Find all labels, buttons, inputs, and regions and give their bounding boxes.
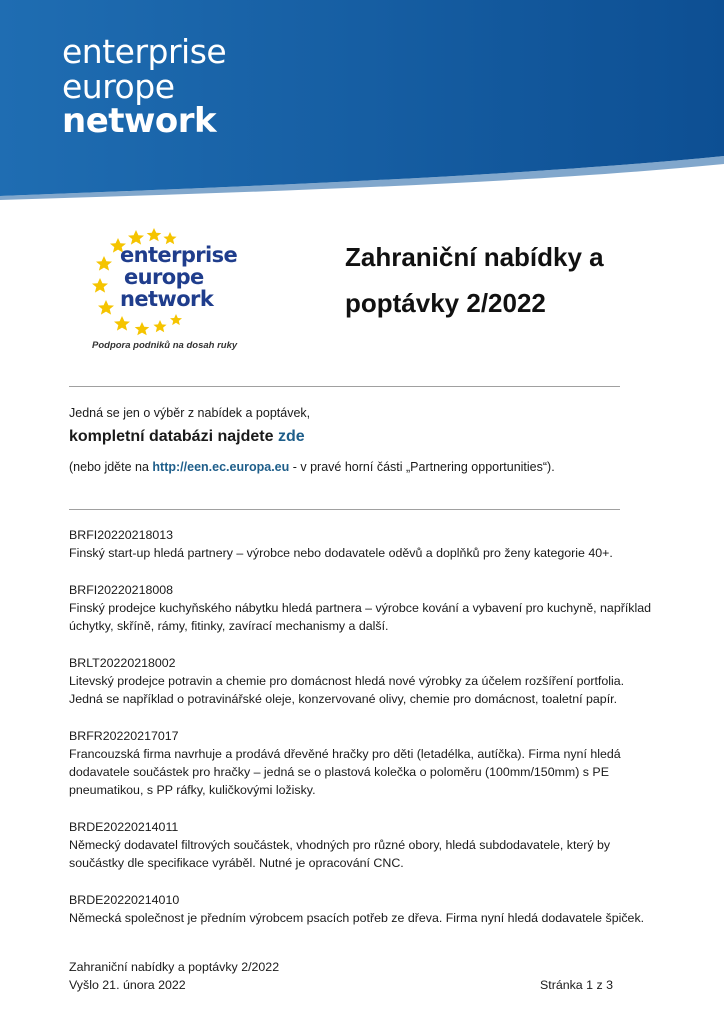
- intro-section: [69, 406, 669, 474]
- intro-line: Jedná se jen o výběr z nabídek a poptávek,: [69, 406, 311, 420]
- document-title-line1: Zahraniční nabídky a: [345, 242, 604, 272]
- een-logo-word3: network: [120, 287, 214, 311]
- intro-note-suffix: - v pravé horní části „Partnering opportunities“).: [292, 460, 555, 474]
- offer-code: BRDE20220214010: [69, 893, 180, 907]
- footer-title: Zahraniční nabídky a poptávky 2/2022: [69, 960, 280, 974]
- list-item: [69, 818, 659, 872]
- list-item: [69, 891, 659, 927]
- een-logo: [90, 222, 270, 354]
- een-logo-tagline: Podpora podniků na dosah ruky: [92, 340, 238, 351]
- divider-bottom: [69, 509, 620, 510]
- een-logo-word2: europe: [124, 265, 204, 289]
- banner-logo-line1: enterprise: [62, 32, 227, 71]
- intro-note: [69, 460, 669, 474]
- offer-text: Německý dodavatel filtrových součástek, vhodných pro různé obory, hledá subdodavatele, který by součástky dle specifikace vyráběl. Nutné je opracování CNC.: [69, 838, 611, 870]
- banner-logo: [62, 34, 226, 139]
- offer-text: Litevský prodejce potravin a chemie pro domácnost hledá nové výrobky za účelem rozšíření portfolia. Jedná se například o potravinářské oleje, konzervované olivy, chemie pro domácnost, toaletní papír.: [69, 674, 625, 706]
- page-number: Stránka 1 z 3: [539, 978, 613, 992]
- offer-code: BRFR20220217017: [69, 729, 179, 743]
- footer-published: Vyšlo 21. února 2022: [69, 978, 186, 992]
- een-url-link[interactable]: http://een.ec.europa.eu: [152, 460, 290, 474]
- divider-top: [69, 386, 620, 387]
- banner-logo-line2: europe: [62, 67, 175, 106]
- footer-row: [69, 976, 613, 994]
- offer-text: Finský start-up hledá partnery – výrobce nebo dodavatele oděvů a doplňků pro ženy kategorie 40+.: [69, 546, 613, 560]
- offer-text: Německá společnost je předním výrobcem psacích potřeb ze dřeva. Firma nyní hledá dodavatele špiček.: [69, 911, 645, 925]
- document-title-line2: poptávky 2/2022: [345, 288, 546, 318]
- offers-list: [69, 526, 659, 946]
- offer-code: BRFI20220218008: [69, 583, 174, 597]
- page-footer: [69, 958, 613, 994]
- offer-text: Finský prodejce kuchyňského nábytku hledá partnera – výrobce kování a vybavení pro kuchyně, například úchytky, skříně, rámy, fitinky, zavírací mechanismy a další.: [69, 601, 652, 633]
- list-item: [69, 727, 659, 799]
- banner-logo-line3: network: [62, 101, 217, 141]
- list-item: [69, 581, 659, 635]
- header-banner: [0, 0, 724, 200]
- een-logo-text: [120, 244, 237, 310]
- offer-code: BRLT20220218002: [69, 656, 176, 670]
- list-item: [69, 654, 659, 708]
- intro-note-prefix: (nebo jděte na: [69, 460, 149, 474]
- document-title: [345, 234, 675, 326]
- offer-code: BRFI20220218013: [69, 528, 174, 542]
- een-logo-word1: enterprise: [120, 243, 238, 267]
- intro-subheading-text: kompletní databázi najdete: [69, 428, 274, 445]
- database-link[interactable]: zde: [277, 428, 305, 445]
- offer-text: Francouzská firma navrhuje a prodává dřevěné hračky pro děti (letadélka, autíčka). Firma nyní hledá dodavatele součástek pro hračky – jedná se o plastová kolečka o poloměru (100mm/150mm) s PE pneumatikou, s PP ráfky, kuličkovými ložisky.: [69, 747, 621, 797]
- intro-subheading: [69, 428, 669, 446]
- list-item: [69, 526, 659, 562]
- offer-code: BRDE20220214011: [69, 820, 179, 834]
